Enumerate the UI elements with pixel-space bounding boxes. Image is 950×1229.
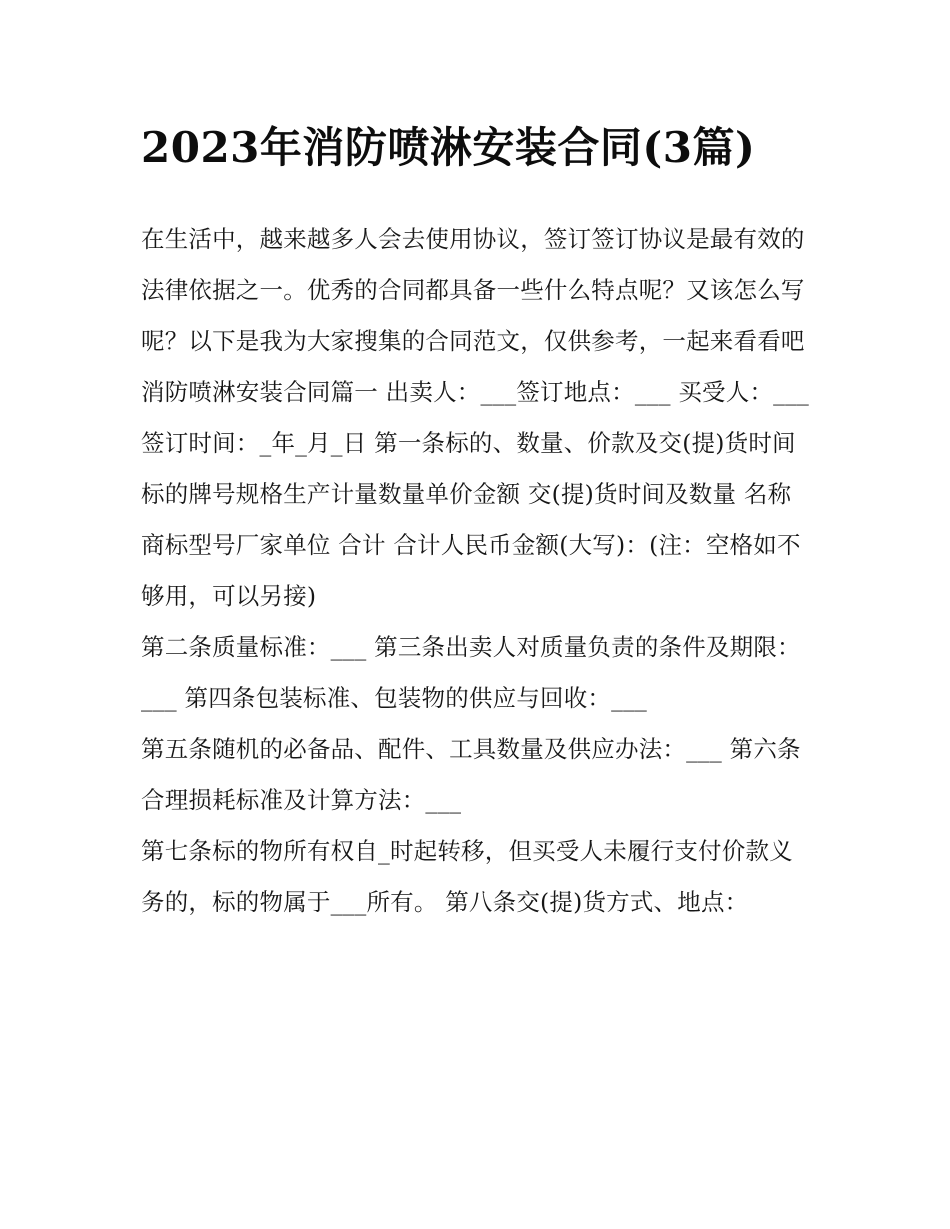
accessories-terms-paragraph: 第五条随机的必备品、配件、工具数量及供应办法：___ 第六条合理损耗标准及计算方法：___ [141, 735, 801, 814]
quality-terms-paragraph: 第二条质量标准：___ 第三条出卖人对质量负责的条件及期限：___ 第四条包装标准、包装物的供应与回收：___ [141, 633, 801, 712]
goods-table-paragraph: 标的牌号规格生产计量数量单价金额 交(提)货时间及数量 名称商标型号厂家单位 合计 合计人民币金额(大写)：(注：空格如不够用，可以另接) [141, 480, 801, 610]
ownership-terms-paragraph: 第七条标的物所有权自_时起转移，但买受人未履行支付价款义务的，标的物属于___所有。 第八条交(提)货方式、地点： [141, 837, 793, 916]
contract-parties-paragraph: 消防喷淋安装合同篇一 出卖人：___签订地点：___ 买受人：___签订时间：_年_月_日 第一条标的、数量、价款及交(提)货时间 [141, 378, 809, 457]
intro-paragraph: 在生活中，越来越多人会去使用协议，签订签订协议是最有效的法律依据之一。优秀的合同都具备一些什么特点呢？又该怎么写呢？以下是我为大家搜集的合同范文，仅供参考，一起来看看吧 [141, 225, 805, 355]
document-title: 2023年消防喷淋安装合同(3篇) [141, 123, 756, 172]
document-body [141, 112, 813, 928]
